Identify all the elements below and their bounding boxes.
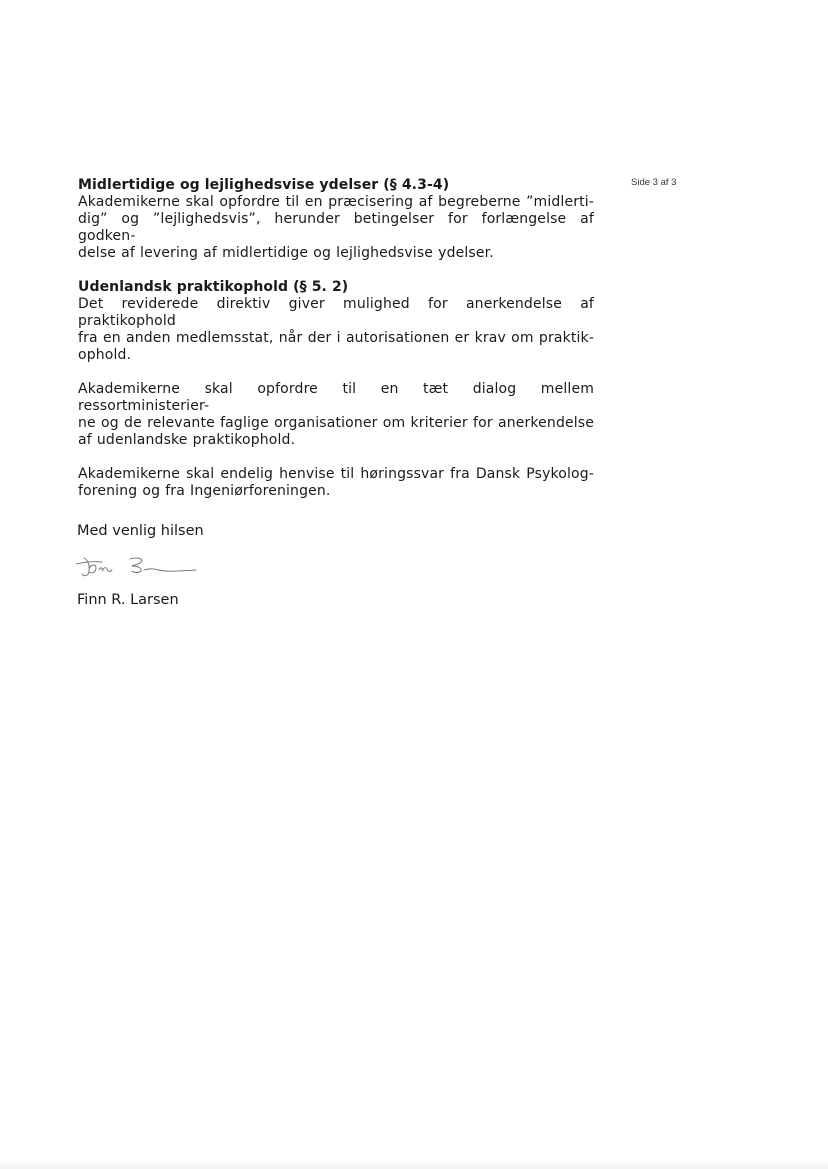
section-heading-midlertidige: Midlertidige og lejlighedsvise ydelser (§ 4.3-4) [78, 177, 450, 193]
paragraph [78, 194, 594, 262]
handwritten-signature [72, 550, 200, 586]
paragraph [78, 466, 594, 500]
paragraph [78, 381, 594, 449]
letter-body [78, 177, 594, 500]
page-number: Side 3 af 3 [631, 177, 677, 188]
text-line: ne og de relevante faglige organisationer om kriterier for anerkendelse [78, 415, 594, 431]
scan-edge [0, 1161, 828, 1169]
text-line: af udenlandske praktikophold. [78, 432, 296, 448]
text-line: Akademikerne skal opfordre til en tæt dialog mellem ressortministerier- [78, 381, 594, 414]
text-line: forening og fra Ingeniørforeningen. [78, 483, 331, 499]
text-line: delse af levering af midlertidige og lejlighedsvise ydelser. [78, 245, 494, 261]
closing-salutation: Med venlig hilsen [77, 523, 204, 539]
text-line: dig” og ”lejlighedsvis”, herunder betingelser for forlængelse af godken- [78, 211, 594, 244]
text-line: fra en anden medlemsstat, når der i autorisationen er krav om praktik- [78, 330, 594, 346]
text-line: Akademikerne skal opfordre til en præcisering af begreberne ”midlerti- [78, 194, 594, 210]
text-line: Akademikerne skal endelig henvise til høringssvar fra Dansk Psykolog- [78, 466, 594, 482]
signatory-name: Finn R. Larsen [77, 592, 179, 608]
text-line: Det reviderede direktiv giver mulighed for anerkendelse af praktikophold [78, 296, 594, 329]
paragraph [78, 296, 594, 364]
section-heading-udenlandsk: Udenlandsk praktikophold (§ 5. 2) [78, 279, 349, 295]
text-line: ophold. [78, 347, 132, 363]
